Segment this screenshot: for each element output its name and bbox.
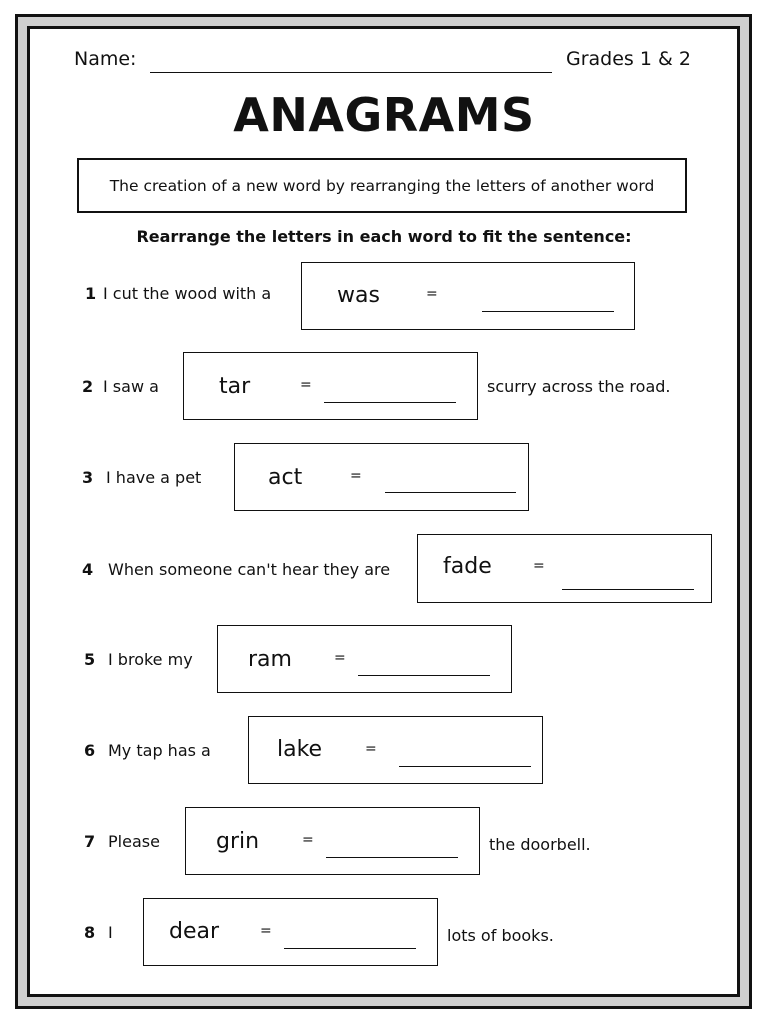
question-number: 3	[82, 468, 94, 487]
answer-line[interactable]	[284, 948, 416, 949]
answer-line[interactable]	[482, 311, 614, 312]
question-number: 8	[84, 923, 96, 942]
anagram-word: act	[268, 465, 303, 490]
question-text: I	[108, 923, 113, 942]
question-text-end: lots of books.	[447, 926, 554, 945]
page-title: ANAGRAMS	[233, 88, 535, 142]
anagram-box	[183, 352, 478, 420]
anagram-box	[143, 898, 438, 966]
question-text: My tap has a	[108, 741, 211, 760]
equals-sign: =	[350, 468, 362, 484]
anagram-box	[234, 443, 529, 511]
grade-level: Grades 1 & 2	[566, 48, 691, 70]
anagram-word: ram	[248, 647, 292, 672]
question-text-end: the doorbell.	[489, 835, 591, 854]
answer-line[interactable]	[399, 766, 531, 767]
question-number: 5	[84, 650, 96, 669]
question-text: When someone can't hear they are	[108, 560, 391, 579]
equals-sign: =	[365, 741, 377, 757]
answer-line[interactable]	[385, 492, 516, 493]
answer-line[interactable]	[562, 589, 694, 590]
name-label: Name:	[74, 48, 137, 70]
question-text-end: scurry across the road.	[487, 377, 671, 396]
question-text: I have a pet	[106, 468, 202, 487]
question-number: 6	[84, 741, 96, 760]
anagram-word: grin	[216, 829, 260, 854]
anagram-box	[417, 534, 712, 603]
anagram-box	[301, 262, 635, 330]
anagram-word: dear	[169, 919, 220, 944]
anagram-word: tar	[219, 374, 251, 399]
question-text: I broke my	[108, 650, 193, 669]
answer-line[interactable]	[358, 675, 490, 676]
question-number: 4	[82, 560, 94, 579]
equals-sign: =	[302, 832, 314, 848]
anagram-box	[217, 625, 512, 693]
instructions: Rearrange the letters in each word to fit the sentence:	[136, 227, 632, 246]
equals-sign: =	[426, 286, 438, 302]
anagram-box	[185, 807, 480, 875]
question-text: I cut the wood with a	[103, 284, 272, 303]
equals-sign: =	[533, 558, 545, 574]
anagram-word: fade	[443, 554, 492, 579]
question-number: 1	[85, 284, 97, 303]
anagram-word: lake	[277, 737, 323, 762]
anagram-word: was	[337, 283, 380, 308]
anagram-box	[248, 716, 543, 784]
equals-sign: =	[334, 650, 346, 666]
name-field[interactable]	[150, 72, 552, 73]
question-number: 2	[82, 377, 94, 396]
equals-sign: =	[260, 923, 272, 939]
equals-sign: =	[300, 377, 312, 393]
question-text: Please	[108, 832, 160, 851]
definition-box	[77, 158, 687, 213]
question-text: I saw a	[103, 377, 159, 396]
question-number: 7	[84, 832, 96, 851]
answer-line[interactable]	[326, 857, 458, 858]
answer-line[interactable]	[324, 402, 456, 403]
definition-text: The creation of a new word by rearranging the letters of another word	[109, 176, 655, 195]
